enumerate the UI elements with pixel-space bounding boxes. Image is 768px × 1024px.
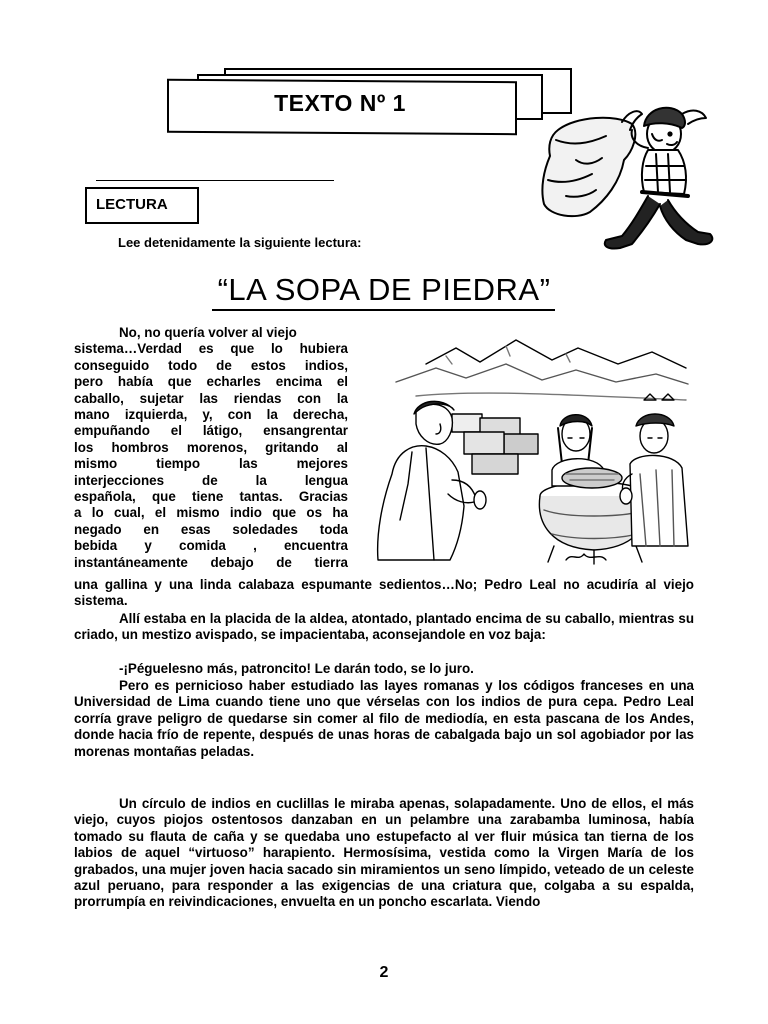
col-line: los hombros morenos, gritando al bbox=[74, 439, 348, 455]
col-line: española, que tiene tantas. Gracias bbox=[74, 489, 348, 505]
lectura-label: LECTURA bbox=[85, 187, 199, 224]
col-line: caballo, sujetar las riendas con la bbox=[74, 390, 348, 406]
col-line: a lo cual, el mismo indio que os ha bbox=[74, 505, 348, 521]
page-number: 2 bbox=[379, 964, 389, 981]
col-line: mismo tiempo las mejores bbox=[74, 456, 348, 472]
fourth-paragraph: Pero es pernicioso haber estudiado las layes romanas y los códigos franceses en una Universidad de Lima cuando tiene uno que vérselas con los indios de pura cepa. Pedro Leal corría grave peligro de quedarse sin comer al filo de mediodía, en esta pascana de los Andes, donde hacia frío de repente, después de unas horas de cabalgada bajo un sol agobiador por las morenas montañas peladas. bbox=[74, 678, 694, 759]
first-paragraph-tail: una gallina y una linda calabaza espumante sedientos…No; Pedro Leal no acudiría al viejo sistema. bbox=[74, 577, 694, 609]
col-line: sistema…Verdad es que lo hubiera bbox=[74, 341, 348, 357]
col-line: empuñando el látigo, ensangrentar bbox=[74, 423, 348, 439]
boy-carrying-sack-illustration bbox=[536, 100, 720, 256]
col-line: conseguido todo de estos indios, bbox=[74, 357, 348, 373]
col-line: bebida y comida , encuentra bbox=[74, 538, 348, 554]
col-line: interjecciones de la lengua bbox=[74, 472, 348, 488]
first-paragraph-column bbox=[74, 325, 348, 571]
col-line: negado en esas soledades toda bbox=[74, 521, 348, 537]
fifth-paragraph: Un círculo de indios en cuclillas le miraba apenas, solapadamente. Uno de ellos, el más viejo, cuyos piojos ostentosos danzaban en un pelambre una zarabamba luminosa, había tomado su flauta de caña y se quedaba uno estupefacto al ver fluir música tan tierna de los labios de aquel “virtuoso” harapiento. Hermosísima, vestida como la Virgen María de los grabados, una mujer joven hacia sacado sin miramientos un seno límpido, veteado de un celeste azul peruano, para responder a las exigencias de una criatura que, colgaba a su espalda, prorrumpía en reivindicaciones, envuelta en un poncho escarlata. Viendo bbox=[74, 796, 694, 910]
dialogue-line: -¡Péguelesno más, patroncito! Le darán todo, se lo juro. bbox=[119, 661, 474, 676]
reading-instruction: Lee detenidamente la siguiente lectura: bbox=[118, 235, 362, 250]
reading-title: “LA SOPA DE PIEDRA” bbox=[217, 272, 551, 307]
col-line: instantáneamente debajo de tierra bbox=[74, 554, 348, 570]
col-line: mano izquierda, y, con la derecha, bbox=[74, 407, 348, 423]
col-line: pero había que echarles encima el bbox=[74, 374, 348, 390]
second-paragraph: Allí estaba en la placida de la aldea, atontado, plantado encima de su caballo, mientras su criado, un mestizo avispado, se impacientaba, aconsejandole en voz baja: bbox=[74, 611, 694, 643]
stone-soup-scene-illustration bbox=[356, 334, 690, 566]
header-rule bbox=[96, 180, 334, 181]
col-line: No, no quería volver al viejo bbox=[119, 325, 297, 340]
texto-title: TEXTO Nº 1 bbox=[274, 90, 406, 116]
reading-title-underline bbox=[212, 309, 555, 311]
